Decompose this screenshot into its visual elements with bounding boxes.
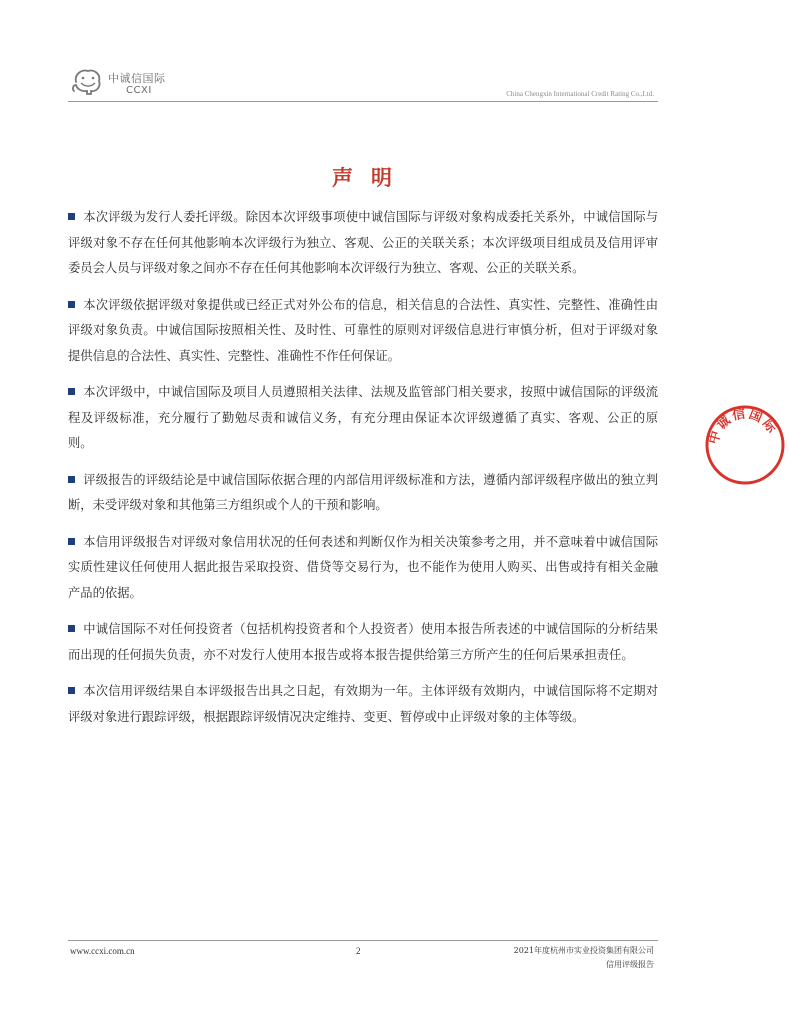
company-seal-stamp bbox=[700, 400, 790, 490]
svg-text:中诚信国际: 中诚信国际 bbox=[706, 406, 781, 446]
declaration-paragraph bbox=[68, 293, 658, 370]
declaration-paragraph bbox=[68, 380, 658, 457]
header-company-name: China Chengxin International Credit Rating Co.,Ltd. bbox=[506, 90, 654, 98]
logo-english-text: CCXI bbox=[126, 85, 152, 96]
header-divider bbox=[68, 101, 658, 102]
page-title: 声明 bbox=[332, 166, 410, 190]
square-bullet-icon bbox=[68, 625, 75, 632]
square-bullet-icon bbox=[68, 687, 75, 694]
footer-report-title-line1: 2021年度杭州市实业投资集团有限公司 bbox=[513, 946, 654, 955]
square-bullet-icon bbox=[68, 538, 75, 545]
paragraph-text: 本次信用评级结果自本评级报告出具之日起，有效期为一年。主体评级有效期内，中诚信国际将不定期对评级对象进行跟踪评级，根据跟踪评级情况决定维持、变更、暂停或中止评级对象的主体等级。 bbox=[68, 684, 658, 724]
paragraph-text: 本信用评级报告对评级对象信用状况的任何表述和判断仅作为相关决策参考之用，并不意味着中诚信国际实质性建议任何使用人据此报告采取投资、借贷等交易行为，也不能作为使用人购买、出售或持有相关金融产品的依据。 bbox=[68, 534, 658, 600]
square-bullet-icon bbox=[68, 476, 75, 483]
declaration-paragraph bbox=[68, 468, 658, 519]
ccxi-logo bbox=[70, 66, 180, 102]
logo-chinese-text: 中诚信国际 bbox=[108, 72, 166, 85]
declaration-paragraph bbox=[68, 679, 658, 730]
footer-report-title bbox=[514, 944, 654, 972]
declaration-paragraph bbox=[68, 617, 658, 668]
declaration-body bbox=[68, 205, 658, 741]
page-number: 2 bbox=[356, 946, 361, 956]
paragraph-text: 中诚信国际不对任何投资者（包括机构投资者和个人投资者）使用本报告所表述的中诚信国际的分析结果而出现的任何损失负责，亦不对发行人使用本报告或将本报告提供给第三方所产生的任何后果承担责任。 bbox=[68, 622, 658, 662]
declaration-paragraph bbox=[68, 530, 658, 607]
footer-report-title-line2: 信用评级报告 bbox=[606, 960, 654, 969]
paragraph-text: 本次评级为发行人委托评级。除因本次评级事项使中诚信国际与评级对象构成委托关系外，中诚信国际与评级对象不存在任何其他影响本次评级行为独立、客观、公正的关联关系；本次评级项目组成员及信用评审委员会人员与评级对象之间亦不存在任何其他影响本次评级行为独立、客观、公正的关联关系。 bbox=[68, 210, 658, 275]
paragraph-text: 本次评级中，中诚信国际及项目人员遵照相关法律、法规及监管部门相关要求，按照中诚信国际的评级流程及评级标准，充分履行了勤勉尽责和诚信义务，有充分理由保证本次评级遵循了真实、客观、公正的原则。 bbox=[68, 385, 658, 450]
paragraph-text: 本次评级依据评级对象提供或已经正式对外公布的信息，相关信息的合法性、真实性、完整性、准确性由评级对象负责。中诚信国际按照相关性、及时性、可靠性的原则对评级信息进行审慎分析，但对于评级对象提供信息的合法性、真实性、完整性、准确性不作任何保证。 bbox=[68, 297, 658, 363]
footer-divider bbox=[68, 940, 658, 941]
declaration-paragraph bbox=[68, 205, 658, 282]
footer-website: www.ccxi.com.cn bbox=[70, 946, 135, 956]
paragraph-text: 评级报告的评级结论是中诚信国际依据合理的内部信用评级标准和方法，遵循内部评级程序做出的独立判断，未受评级对象和其他第三方组织或个人的干预和影响。 bbox=[68, 472, 658, 512]
square-bullet-icon bbox=[68, 301, 75, 308]
square-bullet-icon bbox=[68, 388, 75, 395]
square-bullet-icon bbox=[68, 213, 75, 220]
elephant-logo-icon bbox=[70, 66, 106, 96]
